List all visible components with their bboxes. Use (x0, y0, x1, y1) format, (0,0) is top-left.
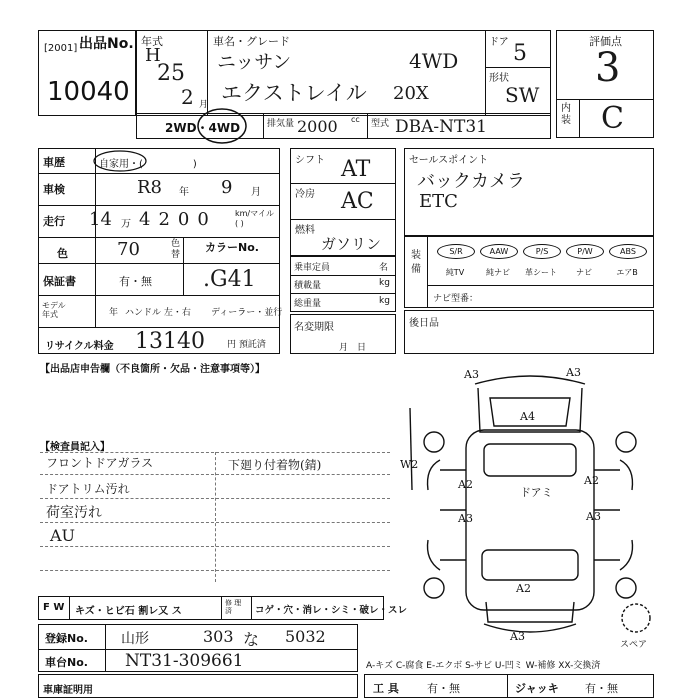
fw-values: キズ・ヒビ石 割レ又 ス (75, 606, 182, 617)
inspection-label: 車検 (43, 183, 65, 196)
deadline-unit: 月 日 (339, 343, 367, 353)
inspection-year-unit: 年 (179, 187, 189, 198)
capacity-unit: 名 (379, 263, 389, 273)
recycle-unit: 円 預託済 (227, 340, 266, 350)
cc-unit: cc (351, 115, 360, 124)
shape-label: 形状 (489, 73, 509, 84)
diagram-mark-a2-r1: A2 (584, 474, 599, 487)
sales-point-box (404, 148, 654, 236)
inspection-era: R8 (137, 177, 163, 198)
equipment-option2-0: 純TV (445, 268, 465, 277)
notes-label: 【出品店申告欄（不良箇所・欠品・注意事項等）】 (40, 364, 265, 375)
interior-label: 内装 (561, 103, 571, 126)
equipment-option-4: ABS (609, 244, 647, 259)
private-use-circle (91, 148, 149, 174)
mileage-man-unit: 万 (121, 219, 131, 230)
inspection-month-unit: 月 (251, 187, 261, 198)
shift-label: シフト (295, 155, 325, 166)
fw-label: F W (43, 602, 65, 613)
sales-point-line2: ETC (419, 191, 458, 212)
load-label: 積載量 (294, 281, 322, 291)
diagram-mark-a3-right: A3 (566, 366, 581, 379)
fuel-label: 燃料 (295, 225, 315, 236)
score-box (556, 30, 654, 138)
type-value: DBA-NT31 (395, 117, 487, 137)
tools-label: 工 具 (373, 682, 399, 695)
drive-handwritten: 4WD (409, 49, 459, 73)
maker: ニッサン (217, 51, 292, 73)
fuel-value: ガソリン (321, 235, 382, 253)
warranty-label: 保証書 (43, 275, 76, 288)
shape: SW (505, 83, 540, 107)
car-diagram (400, 360, 660, 650)
color-label: 色 (57, 247, 68, 260)
model-year-label: モデル年式 (42, 301, 66, 319)
diagram-mark-a3-l2: A3 (458, 512, 473, 525)
year-month-suffix: 月 (199, 100, 209, 110)
warranty-value: 有・無 (119, 275, 152, 288)
mileage-label: 走行 (43, 215, 65, 228)
year-month: 2 (181, 85, 194, 109)
reg-city: 山形 (121, 631, 149, 647)
displacement-label: 排気量 (267, 119, 295, 129)
equipment-option-1: AAW (480, 244, 518, 259)
equipment-option-3: P/W (566, 244, 604, 259)
load-unit: kg (379, 278, 390, 288)
chassis-label: 車台No. (45, 656, 88, 669)
inspector-line2: ドアトリム汚れ (46, 482, 130, 496)
year-value: 25 (157, 61, 185, 86)
mileage-rest: 4200 (139, 209, 217, 230)
score: 3 (595, 45, 621, 91)
reg-num: 5032 (285, 627, 326, 646)
door-label: ドア (489, 37, 509, 48)
lot-number: 10040 (47, 77, 130, 107)
drive-circle (195, 104, 249, 148)
history-label: 車歴 (43, 156, 65, 169)
doors: 5 (513, 41, 527, 66)
sales-point-label: セールスポイント (409, 155, 489, 166)
score-label: 評価点 (589, 35, 622, 48)
equipment-option2-4: エアB (616, 268, 638, 277)
displacement: 2000 (297, 117, 338, 136)
garage-label: 車庫証明用 (43, 685, 93, 696)
color-paint: 色替 (171, 239, 181, 260)
fw-mid: 修 理 済 (225, 599, 242, 615)
diagram-mark-a2-rear: A2 (516, 582, 531, 595)
diagram-mark-a4: A4 (520, 410, 535, 423)
spare-label: スペア (620, 640, 648, 650)
gross-unit: kg (379, 296, 390, 306)
reg-label: 登録No. (45, 632, 88, 645)
equipment-option2-2: 革シート (525, 268, 557, 277)
fw-row (38, 596, 408, 620)
inspector-line3: 荷室汚れ (46, 505, 102, 521)
year-label: 年式 (141, 35, 163, 48)
equipment-option2-3: ナビ (576, 268, 592, 277)
diagram-mark-a3-bottom: A3 (510, 630, 525, 643)
mileage-unit: km/マイル( ) (235, 209, 274, 228)
capacity-label: 乗車定員 (294, 263, 331, 273)
ac-value: AC (341, 189, 374, 214)
equipment-box (404, 236, 654, 308)
diagram-mark-a2-l1: A2 (458, 478, 473, 491)
type-label: 型式 (371, 119, 390, 129)
registration-table (38, 624, 358, 672)
reg-kana: な (243, 630, 260, 649)
post-label: 後日品 (409, 318, 439, 329)
fw-values2: コゲ・穴・消レ・シミ・破レ・スレ (255, 605, 408, 616)
diagram-mark-a3-r2: A3 (586, 510, 601, 523)
lot-tag: [2001] (44, 43, 78, 54)
model-year-unit: 年 (109, 308, 119, 318)
diagram-mark-w2: W2 (400, 458, 419, 471)
mileage-man: 14 (89, 209, 112, 230)
recycle-label: リサイクル料金 (45, 341, 114, 352)
legend: A-キズ C-腐食 E-エクボ S-サビ U-凹ミ W-補修 XX-交換済 (366, 661, 601, 671)
reg-class: 303 (203, 627, 234, 646)
inspection-month: 9 (221, 177, 233, 198)
post-box (404, 310, 654, 354)
inspector-line4: AU (50, 526, 76, 545)
dealer-label: ディーラー・並行 (211, 308, 283, 318)
model: エクストレイル (221, 81, 367, 105)
year-era: H (145, 45, 161, 66)
grade: 20X (393, 83, 429, 104)
history-value: 自家用・( ) (99, 159, 197, 170)
garage-box (38, 674, 358, 698)
inspector-line1: フロントドアガラス (46, 456, 154, 470)
sales-point-line1: バックカメラ (417, 171, 525, 192)
diagram-mark-a3-left: A3 (464, 368, 479, 381)
inspector-label: 【検査員記入】 (40, 442, 110, 453)
color-value: 70 (117, 239, 140, 260)
inspector-remark: 下廻り付着物(錆) (228, 458, 322, 472)
handle-label: ハンドル 左・右 (125, 308, 191, 318)
mid-info-table (290, 148, 396, 256)
tools-box (364, 674, 654, 698)
deadline-box (290, 314, 396, 354)
nav-label: ナビ型番： (433, 294, 479, 304)
deadline-label: 名変期限 (294, 322, 334, 333)
color-no: .G41 (203, 267, 256, 292)
recycle-value: 13140 (135, 329, 205, 354)
color-no-label: カラーNo. (205, 241, 259, 254)
chassis: NT31-309661 (125, 651, 244, 671)
shift-value: AT (341, 157, 371, 182)
maker-label: 車名・グレード (213, 35, 290, 48)
left-info-table (38, 148, 283, 354)
jack-label: ジャッキ (515, 682, 559, 695)
equipment-option-0: S/R (437, 244, 475, 259)
diagram-mark-doormi: ドアミ (520, 486, 553, 499)
jack-value: 有・無 (585, 682, 618, 695)
equipment-option-2: P/S (523, 244, 561, 259)
lot-label: 出品No. (79, 36, 134, 52)
lot-box (38, 30, 136, 116)
interior-score: C (601, 101, 624, 136)
drive-options: 2WD・4WD (165, 121, 241, 135)
equipment-label: 装備 (411, 250, 421, 275)
tools-value: 有・無 (427, 682, 460, 695)
equipment-option2-1: 純ナビ (486, 268, 510, 277)
gross-label: 総重量 (294, 299, 322, 309)
capacity-table (290, 256, 396, 312)
ac-label: 冷房 (295, 189, 315, 200)
